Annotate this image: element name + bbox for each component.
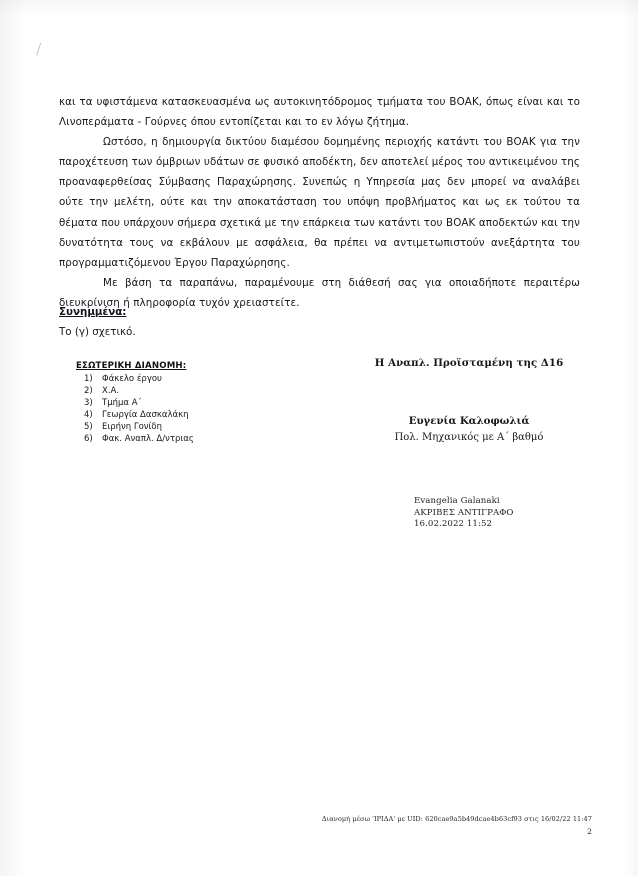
signature-name-group xyxy=(338,414,600,445)
body-paragraph: Ωστόσο, η δημιουργία δικτύου διαμέσου δομημένης περιοχής κατάντι του ΒΟΑΚ για την παροχέτευση των όμβριων υδάτων σε φυσικό αποδέκτη, δεν αποτελεί μέρος του αντικειμένου της προαναφερθείσας Σύμβασης Παραχώρησης. Συνεπώς η Υπηρεσία μας δεν μπορεί να αναλάβει ούτε την μελέτη, ούτε και την αποκατάσταση του υπόψη προβλήματος και ως εκ τούτου τα θέματα που υπάρχουν σήμερα σχετικά με την επάρκεια των κατάντι του ΒΟΑΚ αποδεκτών και την δυνατότητα τους να εκβάλουν με ασφάλεια, θα πρέπει να αντιμετωπιστούν ανεξάρτητα του προγραμματιζόμενου Έργου Παραχώρησης. xyxy=(59,136,580,269)
list-item xyxy=(76,433,336,445)
document-body xyxy=(59,92,580,313)
signature-title: Πολ. Μηχανικός με Α΄ βαθμό xyxy=(394,432,544,443)
list-item-label: Χ.Α. xyxy=(102,386,120,397)
list-item xyxy=(76,409,336,421)
list-item xyxy=(76,397,336,409)
list-item-label: Τμήμα Α΄ xyxy=(102,398,142,409)
scan-shadow-top xyxy=(0,0,638,18)
internal-distribution-list xyxy=(76,373,336,446)
attachments-heading: Συνημμένα: xyxy=(59,306,127,318)
list-item-label: Ειρήνη Γονίδη xyxy=(102,422,163,433)
signature-role: Η Αναπλ. Προϊσταμένη της Δ16 xyxy=(374,357,564,369)
certification-stamp xyxy=(414,496,514,531)
list-item xyxy=(76,385,336,397)
scan-shadow-left xyxy=(0,0,26,876)
stamp-signer-name: Evangelia Galanaki xyxy=(414,496,500,506)
scan-shadow-right xyxy=(622,0,638,876)
list-item-label: Φάκελο έργου xyxy=(102,374,162,384)
footer-distribution-note: Διανομή μέσω 'ΙΡΙΔΑ' με UID: 620cae9a5b49dcae4b63cf93 στις 16/02/22 11:47 xyxy=(321,815,592,823)
list-item-number: 2) xyxy=(84,386,93,397)
attachments-section xyxy=(59,300,379,342)
attachments-text: Το (γ) σχετικό. xyxy=(59,326,136,338)
internal-distribution-section xyxy=(76,353,336,446)
attachments-heading-row xyxy=(59,300,379,321)
internal-distribution-heading: ΕΣΩΤΕΡΙΚΗ ΔΙΑΝΟΜΗ: xyxy=(76,361,187,371)
list-item xyxy=(76,373,336,385)
signature-block xyxy=(338,356,600,445)
list-item xyxy=(76,421,336,433)
stamp-statement: ΑΚΡΙΒΕΣ ΑΝΤΙΓΡΑΦΟ xyxy=(414,507,514,518)
list-item-number: 4) xyxy=(84,410,93,421)
body-paragraph: Με βάση τα παραπάνω, παραμένουμε στη διάθεσή σας για οποιαδήποτε περαιτέρω διευκρίνιση ή πληροφορία τυχόν χρειαστείτε. xyxy=(59,276,580,309)
list-item-number: 5) xyxy=(84,422,93,433)
list-item-number: 1) xyxy=(84,374,93,384)
body-paragraph: και τα υφιστάμενα κατασκευασμένα ως αυτοκινητόδρομος τμήματα του ΒΟΑΚ, όπως είναι και το Λινοπεράματα - Γούρνες όπου εντοπίζεται και το εν λόγω ζήτημα. xyxy=(59,96,580,129)
scan-artifact-mark xyxy=(36,43,50,58)
list-item-label: Γεωργία Δασκαλάκη xyxy=(102,410,189,421)
footer-page-number: 2 xyxy=(587,827,592,836)
stamp-timestamp: 16.02.2022 11:52 xyxy=(414,519,493,530)
list-item-number: 6) xyxy=(84,434,93,445)
list-item-label: Φακ. Αναπλ. Δ/ντριας xyxy=(102,434,194,445)
list-item-number: 3) xyxy=(84,398,93,409)
signature-name: Ευγενία Καλοφωλιά xyxy=(408,415,530,427)
